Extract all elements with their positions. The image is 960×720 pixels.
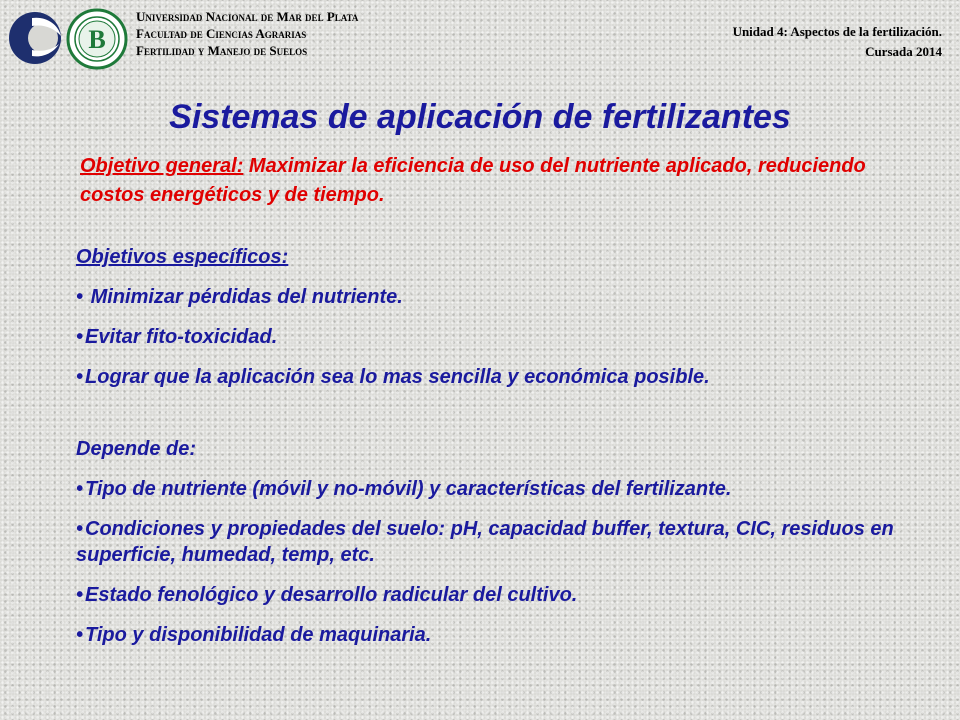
list-item: • Estado fenológico y desarrollo radicular del cultivo. [76,584,578,606]
unit-label: Unidad 4: Aspectos de la fertilización. [732,24,942,39]
depende-de-section [76,436,936,662]
faculty-logo-icon [66,8,128,70]
objetivo-general-text: Maximizar la eficiencia de uso del nutriente aplicado, reduciendo costos energéticos y de tiempo. [80,155,866,206]
depende-de-heading: Depende de: [76,438,197,460]
institution-header [136,8,358,59]
list-item: • Condiciones y propiedades del suelo: pH, capacidad buffer, textura, CIC, residuos en superficie, humedad, temp, etc. [76,518,894,566]
page-title: Sistemas de aplicación de fertilizantes [169,98,791,136]
university-logo-icon [6,6,64,70]
objetivos-especificos-section [76,244,936,404]
year-label: Cursada 2014 [865,44,942,59]
faculty-name: Facultad de Ciencias Agrarias [136,26,307,41]
list-item: • Tipo y disponibilidad de maquinaria. [76,624,432,646]
list-item: • Evitar fito-toxicidad. [76,326,278,348]
list-item: • Tipo de nutriente (móvil y no-móvil) y características del fertilizante. [76,478,732,500]
department-name: Fertilidad y Manejo de Suelos [136,43,308,58]
university-name: Universidad Nacional de Mar del Plata [136,9,359,24]
objetivo-general-label: Objetivo general: [80,155,244,177]
objetivos-especificos-heading: Objetivos específicos: [76,246,289,268]
course-header [733,22,942,62]
objetivo-general [80,152,930,210]
svg-text:B: B [88,25,106,54]
list-item: • Minimizar pérdidas del nutriente. [76,286,403,308]
list-item: • Lograr que la aplicación sea lo mas sencilla y económica posible. [76,366,710,388]
